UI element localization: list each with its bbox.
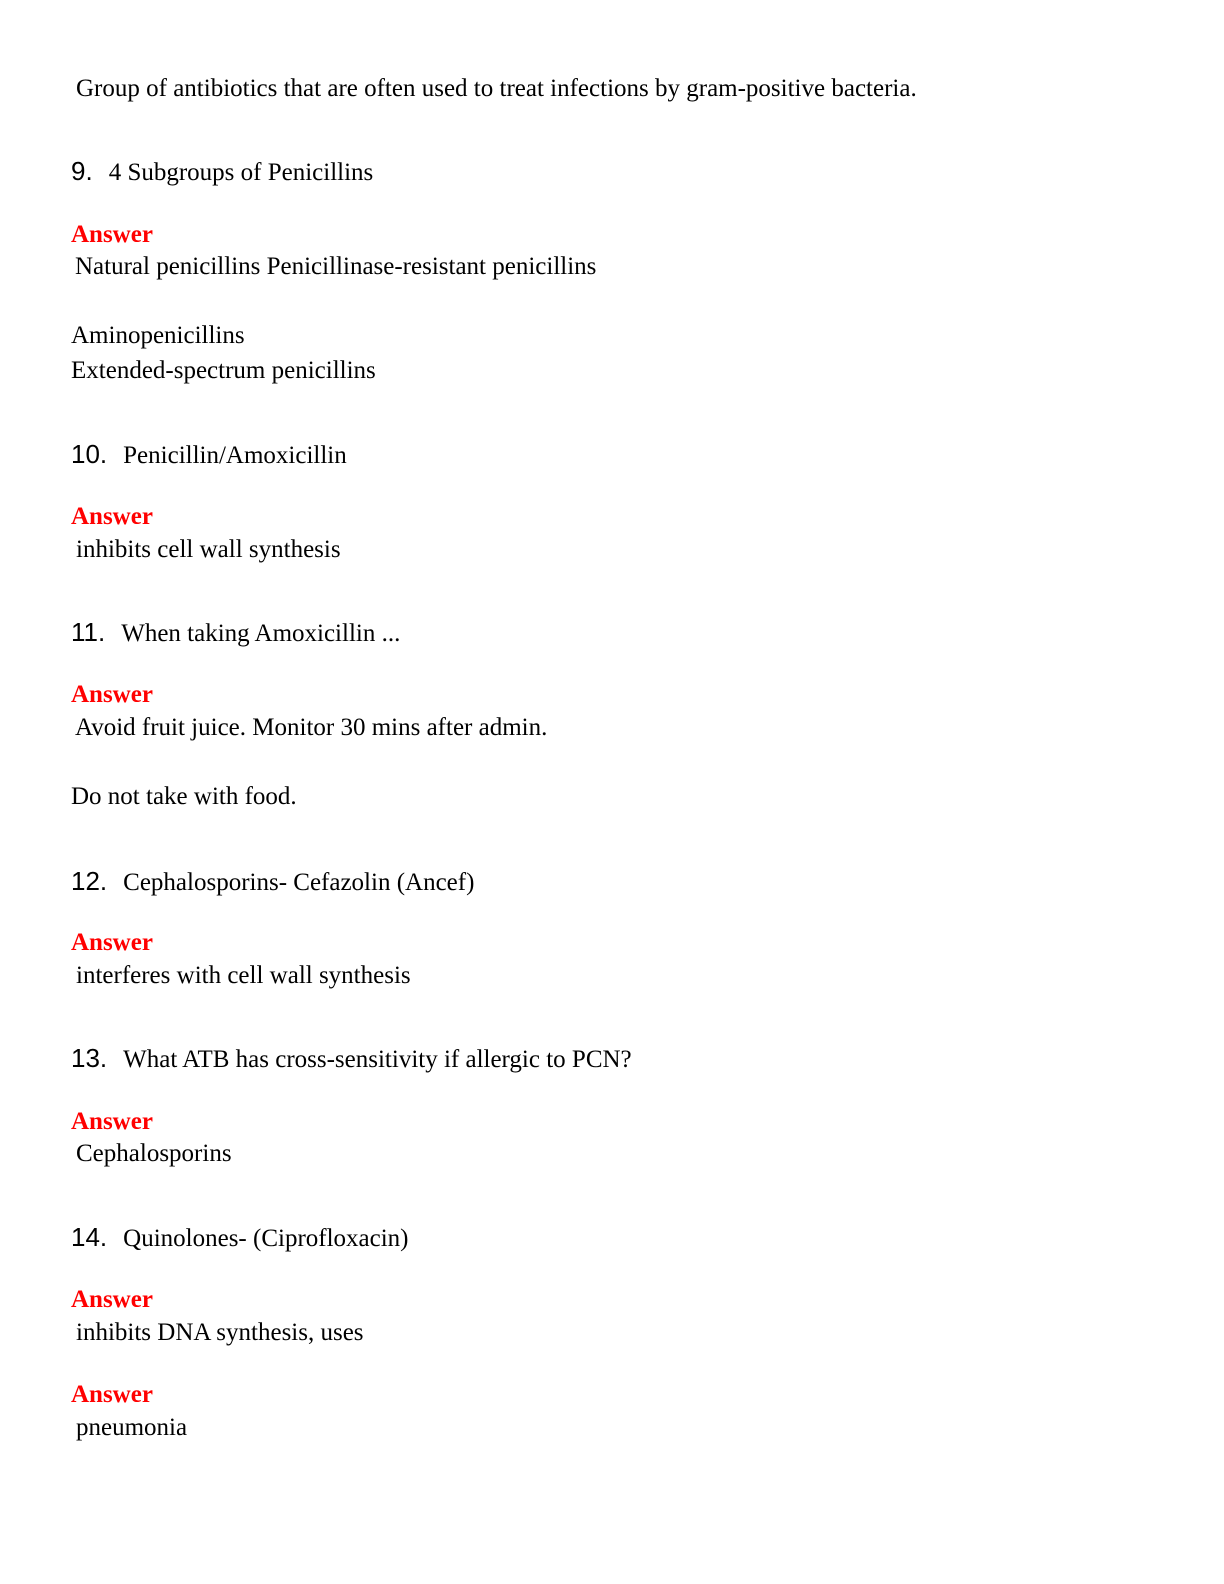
answer-text: interferes with cell wall synthesis bbox=[76, 962, 411, 989]
question-text: Cephalosporins- Cefazolin (Ancef) bbox=[123, 869, 475, 896]
answer-text: Natural penicillins Penicillinase-resistant penicillins bbox=[75, 253, 597, 280]
question-text: Quinolones- (Ciprofloxacin) bbox=[123, 1225, 409, 1252]
question-13 bbox=[71, 1043, 632, 1075]
answer-label: Answer bbox=[71, 221, 153, 248]
question-text: 4 Subgroups of Penicillins bbox=[108, 159, 374, 186]
answer-text: inhibits DNA synthesis, uses bbox=[76, 1319, 364, 1346]
question-text: When taking Amoxicillin ... bbox=[121, 620, 401, 647]
question-number: 14. bbox=[71, 1222, 108, 1252]
answer-label: Answer bbox=[71, 1286, 153, 1313]
answer-label: Answer bbox=[71, 1108, 153, 1135]
answer-text: inhibits cell wall synthesis bbox=[76, 536, 341, 563]
answer-text: pneumonia bbox=[76, 1414, 188, 1441]
question-number: 10. bbox=[71, 439, 108, 469]
question-number: 13. bbox=[71, 1043, 108, 1073]
question-number: 12. bbox=[71, 866, 108, 896]
answer-text: Aminopenicillins bbox=[71, 322, 245, 349]
question-number: 9. bbox=[71, 156, 93, 186]
question-number: 11. bbox=[71, 617, 106, 647]
answer-label: Answer bbox=[71, 1381, 153, 1408]
question-12 bbox=[71, 866, 474, 898]
question-11 bbox=[71, 617, 400, 649]
intro-text: Group of antibiotics that are often used to treat infections by gram-positive bacteria. bbox=[76, 75, 917, 102]
answer-text: Do not take with food. bbox=[71, 783, 297, 810]
question-text: Penicillin/Amoxicillin bbox=[123, 442, 347, 469]
question-14 bbox=[71, 1222, 409, 1254]
answer-label: Answer bbox=[71, 503, 153, 530]
question-text: What ATB has cross-sensitivity if allergic to PCN? bbox=[123, 1046, 632, 1073]
answer-label: Answer bbox=[71, 681, 153, 708]
answer-text: Extended-spectrum penicillins bbox=[71, 357, 376, 384]
question-9 bbox=[71, 156, 373, 188]
question-10 bbox=[71, 439, 347, 471]
answer-text: Cephalosporins bbox=[76, 1140, 232, 1167]
answer-label: Answer bbox=[71, 929, 153, 956]
answer-text: Avoid fruit juice. Monitor 30 mins after admin. bbox=[75, 714, 548, 741]
